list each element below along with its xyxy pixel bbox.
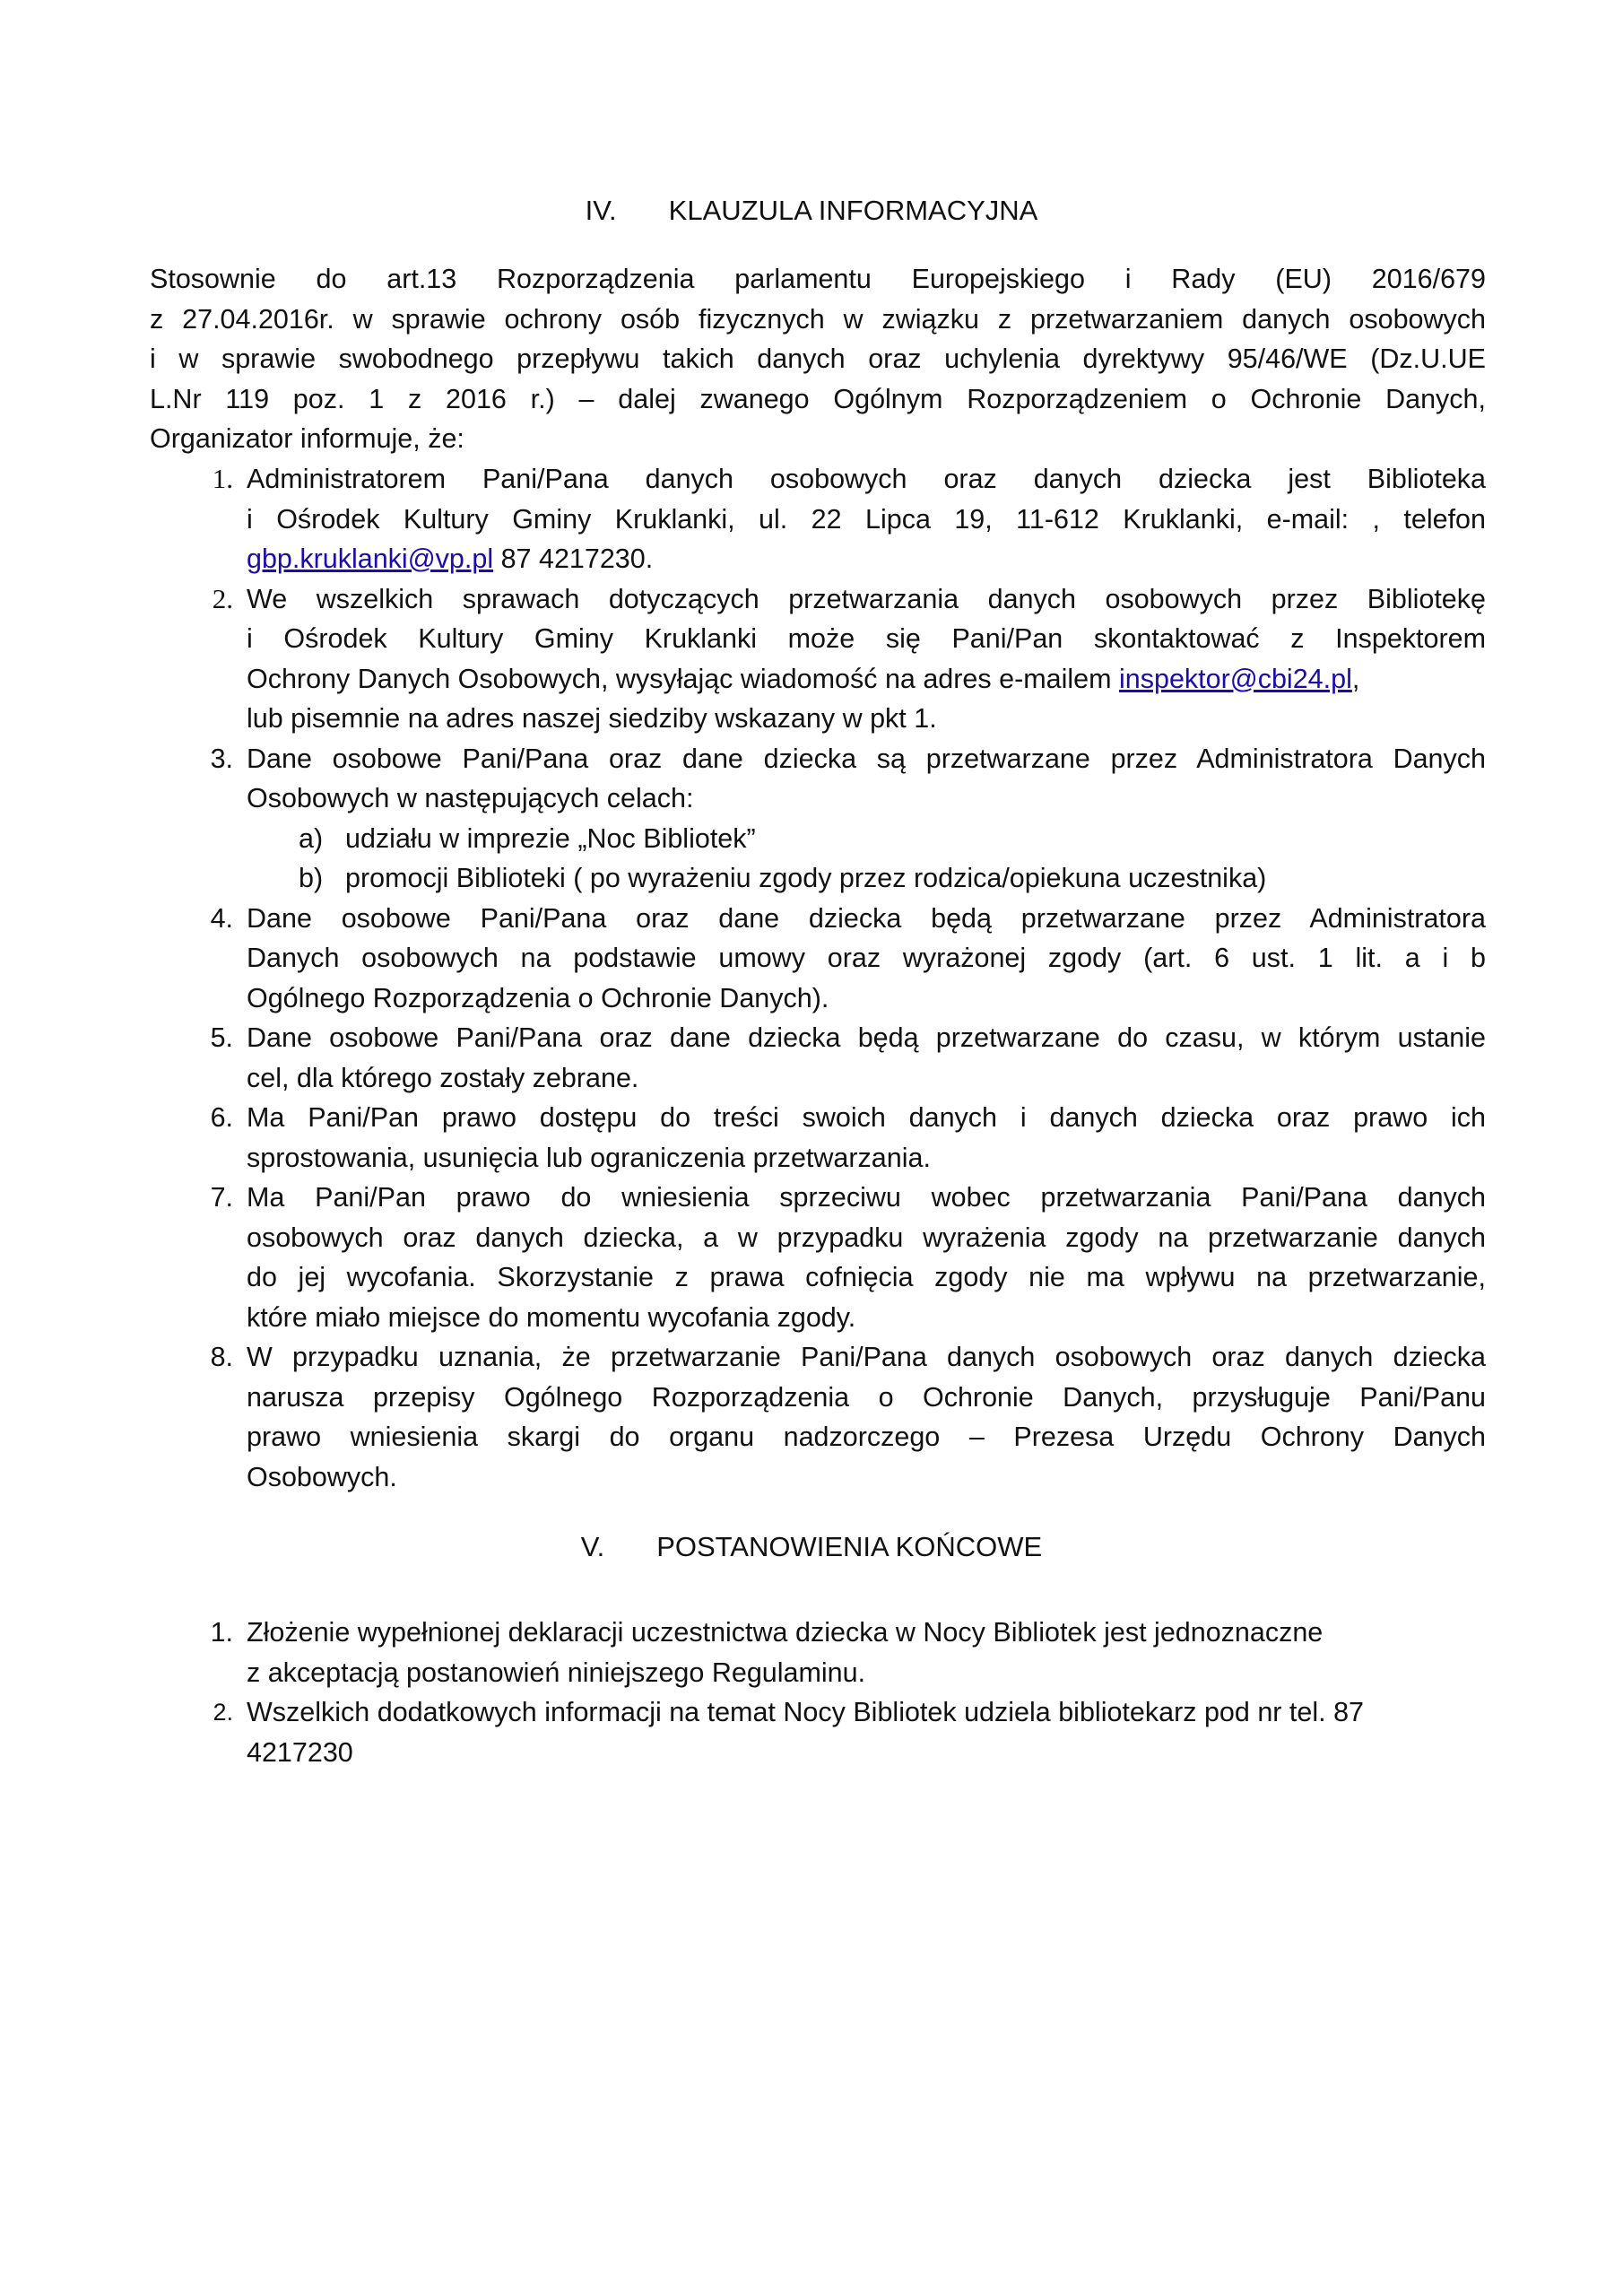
section-5-heading	[0, 1527, 1623, 1567]
item-line: Osobowych.	[247, 1461, 397, 1492]
list-item-number: 1.	[210, 1617, 233, 1648]
item-line: W przypadku uznania, że przetwarzanie Pani/Pana danych osobowych oraz danych dziecka	[247, 1342, 1486, 1372]
item-line	[247, 659, 1486, 700]
item-line: osobowych oraz danych dziecka, a w przypadku wyrażenia zgody na przetwarzanie danych	[247, 1222, 1486, 1253]
intro-paragraph	[150, 259, 1486, 459]
list-item-number: 2.	[213, 1699, 233, 1726]
item-line: Osobowych w następujących celach:	[247, 783, 694, 813]
item-line: cel, dla którego zostały zebrane.	[247, 1062, 639, 1093]
list-item	[150, 1613, 1486, 1692]
list-item	[150, 739, 1486, 899]
list-item	[150, 579, 1486, 739]
item-line: 4217230	[247, 1736, 353, 1768]
item-line: i Ośrodek Kultury Gminy Kruklanki, ul. 22 Lipca 19, 11-612 Kruklanki, e-mail: , telefon	[247, 503, 1486, 535]
item-line: Dane osobowe Pani/Pana oraz dane dziecka będą przetwarzane do czasu, w którym ustanie	[247, 1022, 1486, 1053]
sub-item-text: promocji Biblioteki ( po wyrażeniu zgody przez rodzica/opiekuna uczestnika)	[345, 863, 1267, 893]
item-line: do jej wycofania. Skorzystanie z prawa cofnięcia zgody nie ma wpływu na przetwarzanie,	[247, 1262, 1486, 1292]
list-item-number: 8.	[210, 1342, 233, 1372]
item-line: Ma Pani/Pan prawo do wniesienia sprzeciwu wobec przetwarzania Pani/Pana danych	[247, 1182, 1486, 1213]
section-4-title: KLAUZULA INFORMACYJNA	[668, 195, 1038, 226]
item-line: z akceptacją postanowień niniejszego Regulaminu.	[247, 1657, 866, 1688]
item-line	[247, 539, 1486, 579]
list-item-number: 2.	[212, 582, 233, 614]
item-line: Wszelkich dodatkowych informacji na temat Nocy Bibliotek udziela bibliotekarz pod nr tel. 87	[247, 1697, 1365, 1727]
phone-text: 87 4217230.	[493, 544, 654, 574]
item-line: narusza przepisy Ogólnego Rozporządzenia o Ochronie Danych, przysługuje Pani/Panu	[247, 1381, 1486, 1413]
item-line: lub pisemnie na adres naszej siedziby wskazany w pkt 1.	[247, 703, 937, 734]
list-item	[150, 899, 1486, 1019]
email-link-inspektor[interactable]: inspektor@cbi24.pl	[1119, 663, 1352, 694]
list-item	[150, 1098, 1486, 1178]
sub-item-letter: b)	[299, 863, 324, 893]
list-item	[150, 1337, 1486, 1497]
item-line: i Ośrodek Kultury Gminy Kruklanki może się Pani/Pan skontaktować z Inspektorem	[247, 623, 1486, 654]
list-item-number: 4.	[210, 902, 233, 934]
intro-line: z 27.04.2016r. w sprawie ochrony osób fizycznych w związku z przetwarzaniem danych osobowych	[150, 303, 1486, 335]
item-line: prawo wniesienia skargi do organu nadzorczego – Prezesa Urzędu Ochrony Danych	[247, 1422, 1486, 1452]
item-line: Dane osobowe Pani/Pana oraz dane dziecka będą przetwarzane przez Administratora	[247, 902, 1486, 934]
item-line: Ma Pani/Pan prawo dostępu do treści swoich danych i danych dziecka oraz prawo ich	[247, 1102, 1486, 1133]
list-item-number: 3.	[210, 743, 233, 774]
section-5-number: V.	[580, 1531, 605, 1562]
item-line: Administratorem Pani/Pana danych osobowych oraz danych dziecka jest Biblioteka	[247, 464, 1486, 494]
item-line: sprostowania, usunięcia lub ograniczenia przetwarzania.	[247, 1142, 931, 1173]
item-text: ,	[1351, 663, 1360, 694]
list-item-number: 1.	[212, 463, 233, 494]
list-item	[150, 459, 1486, 579]
sub-item-letter: a)	[299, 822, 324, 854]
section-4-number: IV.	[585, 195, 617, 226]
list-item-number: 5.	[210, 1022, 233, 1053]
list-item-number: 6.	[210, 1102, 233, 1133]
sub-list-item	[247, 819, 1486, 859]
section-4-heading	[0, 191, 1623, 230]
item-line: Złożenie wypełnionej deklaracji uczestnictwa dziecka w Nocy Bibliotek jest jednoznaczne	[247, 1617, 1324, 1648]
list-item	[150, 1178, 1486, 1337]
intro-line: i w sprawie swobodnego przepływu takich danych oraz uchylenia dyrektywy 95/46/WE (Dz.U.UE	[150, 344, 1486, 374]
intro-line: Stosownie do art.13 Rozporządzenia parlamentu Europejskiego i Rady (EU) 2016/679	[150, 264, 1486, 294]
list-item	[150, 1018, 1486, 1098]
email-link-gbp[interactable]: gbp.kruklanki@vp.pl	[247, 544, 494, 574]
item-text: Ochrony Danych Osobowych, wysyłając wiadomość na adres e-mailem	[247, 663, 1119, 694]
item-line: Ogólnego Rozporządzenia o Ochronie Danych).	[247, 982, 829, 1013]
sub-item-text: udziału w imprezie „Noc Bibliotek”	[345, 822, 756, 854]
list-item	[150, 1692, 1486, 1772]
item-line: Danych osobowych na podstawie umowy oraz wyrażonej zgody (art. 6 ust. 1 lit. a i b	[247, 943, 1486, 973]
item-line: Dane osobowe Pani/Pana oraz dane dziecka są przetwarzane przez Administratora Danych	[247, 743, 1486, 774]
intro-line: Organizator informuje, że:	[150, 423, 464, 454]
item-line: które miało miejsce do momentu wycofania zgody.	[247, 1301, 856, 1333]
sub-list	[247, 819, 1486, 899]
item-line: We wszelkich sprawach dotyczących przetwarzania danych osobowych przez Bibliotekę	[247, 583, 1486, 614]
sub-list-item	[247, 858, 1486, 899]
section-4-list	[150, 459, 1486, 1497]
section-5-title: POSTANOWIENIA KOŃCOWE	[656, 1531, 1043, 1562]
intro-line: L.Nr 119 poz. 1 z 2016 r.) – dalej zwanego Ogólnym Rozporządzeniem o Ochronie Danych,	[150, 383, 1486, 414]
list-item-number: 7.	[210, 1182, 233, 1213]
section-5-list	[150, 1613, 1486, 1772]
